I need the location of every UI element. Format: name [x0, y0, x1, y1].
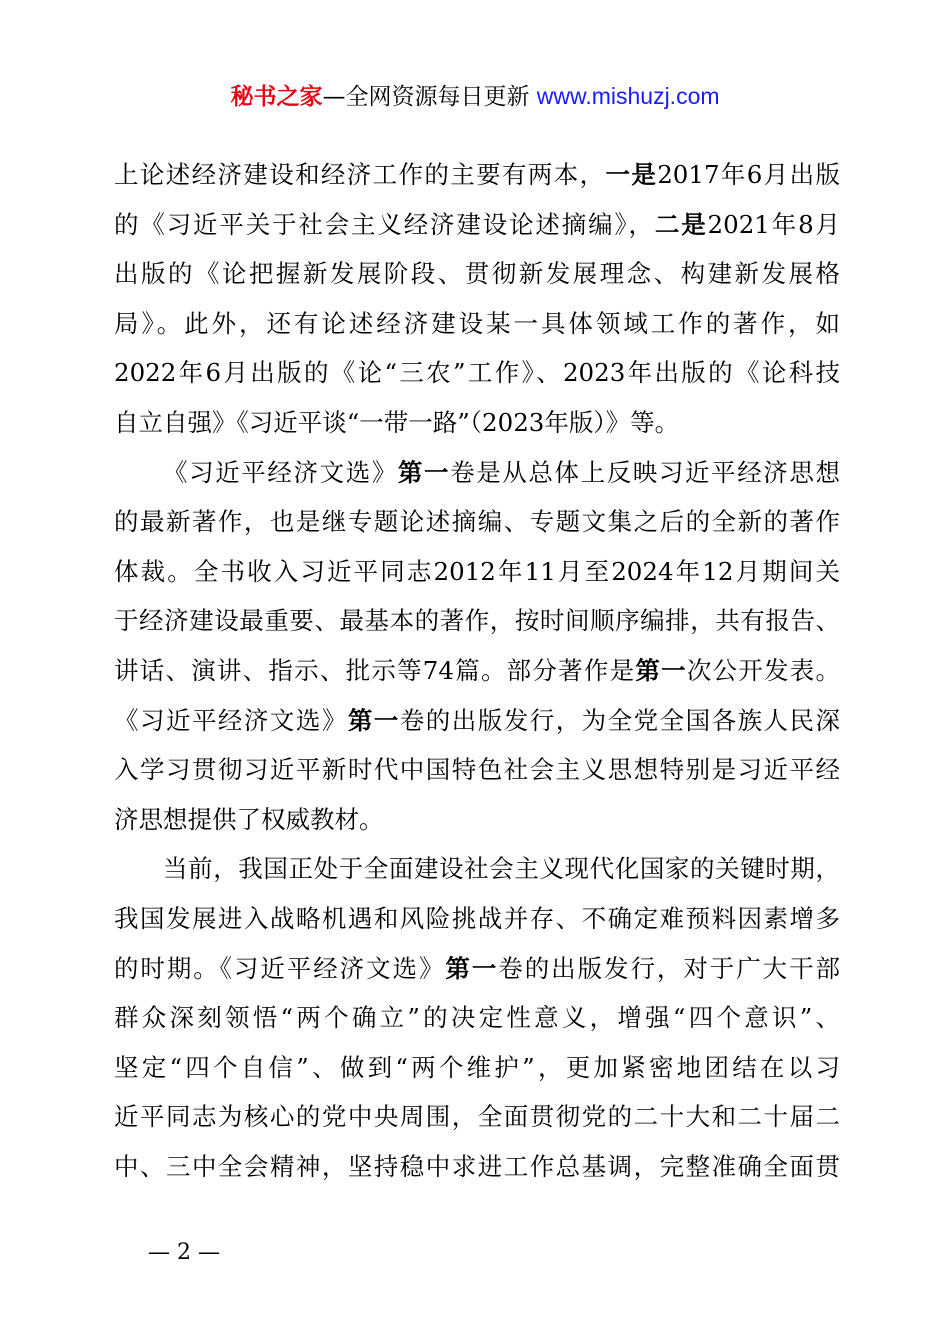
page-number: — 2 —: [148, 1240, 220, 1265]
text-span: 卷是从总体上反映习近平经济思想: [450, 457, 841, 487]
site-url[interactable]: www.mishuzj.com: [536, 83, 720, 109]
text-line: [114, 646, 840, 696]
paragraph-2: [114, 448, 840, 845]
emphasis-text: 第一: [347, 705, 400, 735]
site-brand: 秘书之家: [230, 84, 323, 110]
text-line: 济思想提供了权威教材。: [114, 804, 384, 834]
text-span: 2017年6月出版: [657, 160, 840, 189]
text-line: 中、三中全会精神，坚持稳中求进工作总基调，完整准确全面贯: [114, 1151, 840, 1181]
text-line: [114, 944, 840, 994]
text-line: 自立自强》《习近平谈“一带一路”（2023年版）》等。: [114, 407, 680, 437]
text-span: 卷的出版发行，对于广大干部: [498, 953, 841, 983]
text-span: 《习近平经济文选》: [114, 705, 348, 735]
text-line: [114, 150, 840, 200]
paragraph-3: [114, 844, 840, 1191]
text-span: 次公开发表。: [686, 655, 840, 685]
text-line: 局》。此外，还有论述经济建设某一具体领域工作的著作，如: [114, 308, 840, 338]
text-line: 的最新著作，也是继专题论述摘编、专题文集之后的全新的著作: [114, 507, 840, 537]
text-line: 体裁。全书收入习近平同志2012年11月至2024年12月期间关: [114, 556, 840, 586]
emphasis-text: 一是: [605, 160, 658, 189]
text-line: 于经济建设最重要、最基本的著作，按时间顺序编排，共有报告、: [114, 606, 840, 636]
text-line: 入学习贯彻习近平新时代中国特色社会主义思想特别是习近平经: [114, 755, 840, 785]
site-header: [0, 78, 950, 115]
emphasis-text: 二是: [654, 209, 708, 239]
text-line: 当前，我国正处于全面建设社会主义现代化国家的关键时期，: [163, 854, 840, 884]
text-line: [114, 448, 840, 498]
text-span: 的《习近平关于社会主义经济建设论述摘编》，: [114, 209, 655, 239]
emphasis-text: 第一: [635, 655, 687, 685]
text-line: 我国发展进入战略机遇和风险挑战并存、不确定难预料因素增多: [114, 903, 840, 933]
text-span: 《习近平经济文选》: [163, 457, 398, 487]
emphasis-text: 第一: [397, 457, 451, 487]
site-tagline: —全网资源每日更新: [322, 84, 530, 110]
text-line: 近平同志为核心的党中央周围，全面贯彻党的二十大和二十届二: [114, 1102, 840, 1132]
text-line: [114, 200, 840, 250]
text-line: [114, 696, 840, 746]
text-line: 群众深刻领悟“两个确立”的决定性意义，增强“四个意识”、: [114, 1003, 840, 1033]
text-line: 2022年6月出版的《论“三农”工作》、2023年出版的《论科技: [114, 358, 840, 388]
text-span: 卷的出版发行，为全党全国各族人民深: [399, 705, 841, 735]
text-span: 上论述经济建设和经济工作的主要有两本，: [114, 160, 606, 189]
text-span: 讲话、演讲、指示、批示等74篇。部分著作是: [114, 655, 636, 685]
paragraph-1: [114, 150, 840, 448]
text-line: 坚定“四个自信”、做到“两个维护”，更加紧密地团结在以习: [114, 1052, 840, 1082]
emphasis-text: 第一: [445, 953, 499, 983]
text-span: 2021年8月: [707, 209, 841, 239]
text-span: 的时期。《习近平经济文选》: [114, 953, 446, 983]
text-line: 出版的《论把握新发展阶段、贯彻新发展理念、构建新发展格: [114, 259, 840, 289]
document-body: [114, 150, 840, 1191]
